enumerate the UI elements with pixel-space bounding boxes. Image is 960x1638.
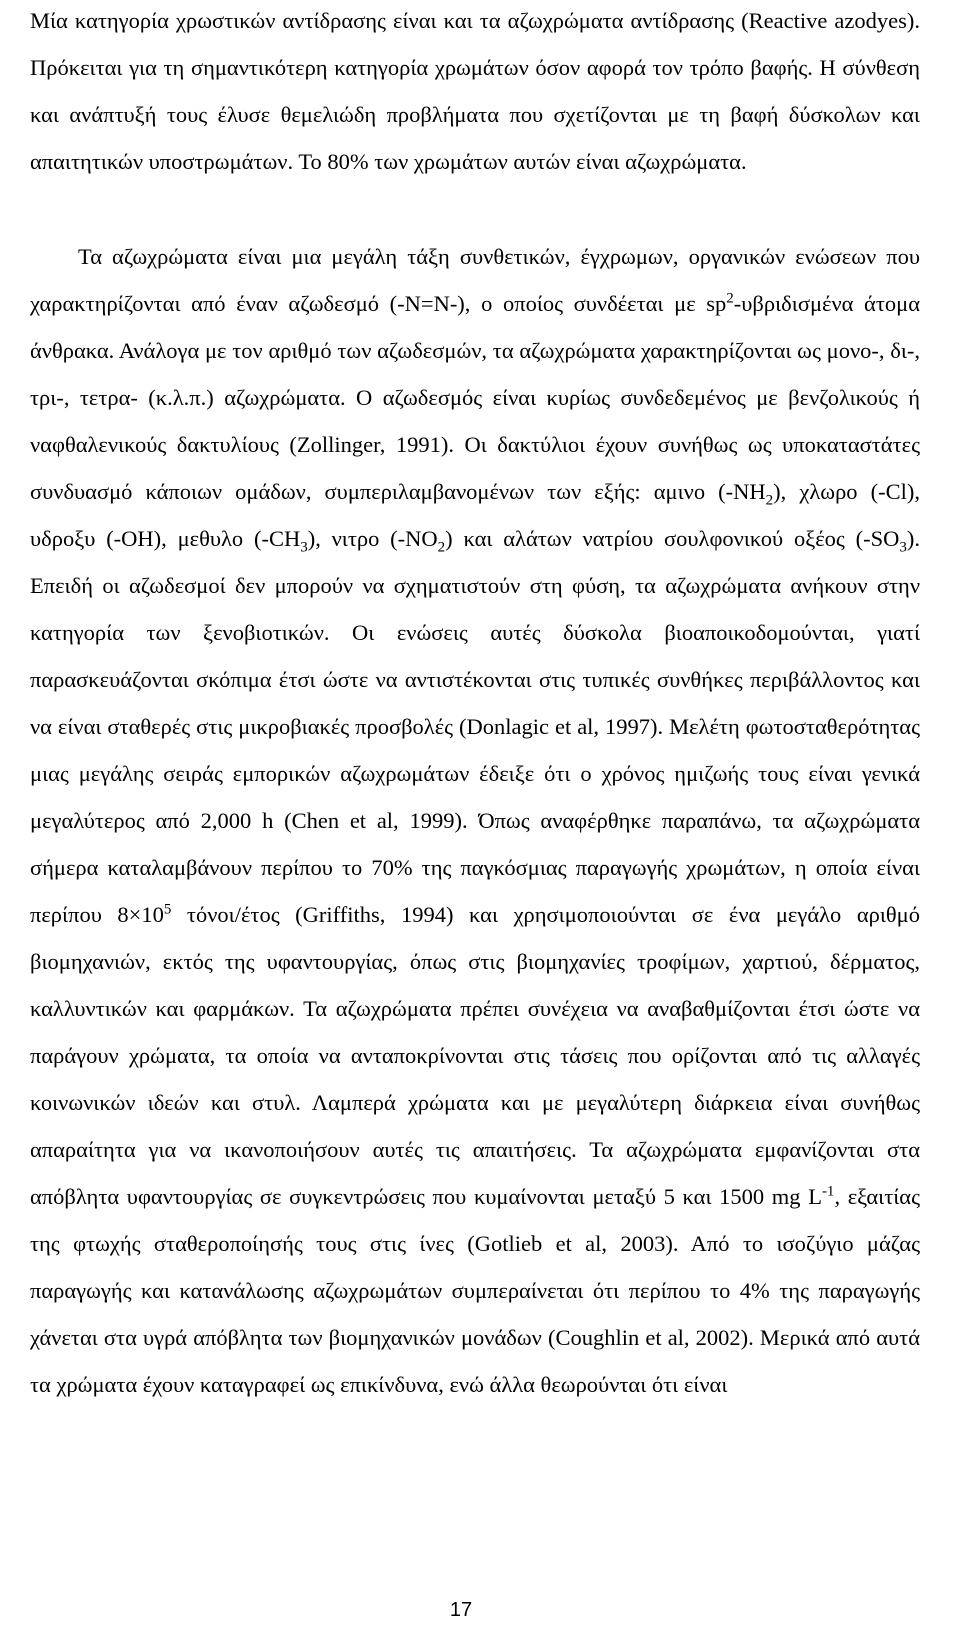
text-run: ) και αλάτων νατρίου σουλφονικού οξέος (-SO [445, 526, 900, 551]
paragraph-azodyes-description [30, 233, 920, 1408]
page-number: 17 [449, 1599, 473, 1621]
text-run: , εξαιτίας της φτωχής σταθεροποίησής τους στις ίνες (Gotlieb et al, 2003). Από το ισοζύγιο μάζας παραγωγής και κατανάλωσης αζωχρωμάτων συμπεραίνεται ότι περίπου το 4% της παραγωγής χάνεται στα υγρά απόβλητα των βιομηχανικών μονάδων (Coughlin et al, 2002). Μερικά από αυτά τα χρώματα έχουν καταγραφεί ως επικίνδυνα, ενώ άλλα θεωρούνται ότι είναι [30, 1184, 920, 1397]
subscript: 3 [899, 539, 907, 556]
text-run: -υβριδισμένα άτομα άνθρακα. Ανάλογα με τον αριθμό των αζωδεσμών, τα αζωχρώματα χαρακτηρίζονται ως μονο-, δι-, τρι-, τετρα- (κ.λ.π.) αζωχρώματα. Ο αζωδεσμός είναι κυρίως συνδεδεμένος με βενζολικούς ή ναφθαλενικούς δακτυλίους (Zollinger, 1991). Οι δακτύλιοι έχουν συνήθως ως υποκαταστάτες συνδυασμό κάποιων ομάδων, συμπεριλαμβανομένων των εξής: αμινο (-NH [30, 291, 920, 504]
text-run: ), χλωρο (-Cl), υδροξυ (-OH), μεθυλο (-CH [30, 479, 920, 551]
superscript: -1 [821, 1183, 835, 1200]
paragraph-reactive-azodyes [30, 0, 920, 185]
subscript: 2 [437, 539, 446, 556]
text-run: Τα αζωχρώματα είναι μια μεγάλη τάξη συνθετικών, έγχρωμων, οργανικών ενώσεων που χαρακτηρίζονται από έναν αζωδεσμό (-N=N-), ο οποίος συνδέεται με sp [30, 244, 920, 316]
paragraph-text: Μία κατηγορία χρωστικών αντίδρασης είναι και τα αζωχρώματα αντίδρασης (Reactive azodyes). Πρόκειται για τη σημαντικότερη κατηγορία χρωμάτων όσον αφορά τον τρόπο βαφής. Η σύνθεση και ανάπτυξή τους έλυσε θεμελιώδη προβλήματα που σχετίζονται με τη βαφή δύσκολων και απαιτητικών υποστρωμάτων. Το 80% των χρωμάτων αυτών είναι αζωχρώματα. [30, 8, 920, 174]
text-run: ). Επειδή οι αζωδεσμοί δεν μπορούν να σχηματιστούν στη φύση, τα αζωχρώματα ανήκουν στην κατηγορία των ξενοβιοτικών. Οι ενώσεις αυτές δύσκολα βιοαποικοδομούνται, γιατί παρασκευάζονται σκόπιμα έτσι ώστε να αντιστέκονται στις τυπικές συνθήκες περιβάλλοντος και να είναι σταθερές στις μικροβιακές προσβολές (Donlagic et al, 1997). Μελέτη φωτοσταθερότητας μιας μεγάλης σειράς εμπορικών αζωχρωμάτων έδειξε ότι ο χρόνος ημιζωής τους είναι γενικά μεγαλύτερος από 2,000 h (Chen et al, 1999). Όπως αναφέρθηκε παραπάνω, τα αζωχρώματα σήμερα καταλαμβάνουν περίπου το 70% της παγκόσμιας παραγωγής χρωμάτων, η οποία είναι περίπου 8×10 [30, 526, 920, 927]
text-run: ), νιτρο (-NO [307, 526, 438, 551]
subscript: 3 [300, 539, 308, 556]
superscript: 5 [163, 901, 172, 918]
text-run: τόνοι/έτος (Griffiths, 1994) και χρησιμοποιούνται σε ένα μεγάλο αριθμό βιομηχανιών, εκτός της υφαντουργίας, όπως στις βιομηχανίες τροφίμων, χαρτιού, δέρματος, καλλυντικών και φαρμάκων. Τα αζωχρώματα πρέπει συνέχεια να αναβαθμίζονται έτσι ώστε να παράγουν χρώματα, τα οποία να ανταποκρίνονται στις τάσεις που ορίζονται από τις αλλαγές κοινωνικών ιδεών και στυλ. Λαμπερά χρώματα και με μεγαλύτερη διάρκεια είναι συνήθως απαραίτητα για να ικανοποιήσουν αυτές τις απαιτήσεις. Τα αζωχρώματα εμφανίζονται στα απόβλητα υφαντουργίας σε συγκεντρώσεις που κυμαίνονται μεταξύ 5 και 1500 mg L [30, 902, 920, 1209]
subscript: 2 [765, 492, 774, 509]
superscript: 2 [726, 290, 734, 307]
